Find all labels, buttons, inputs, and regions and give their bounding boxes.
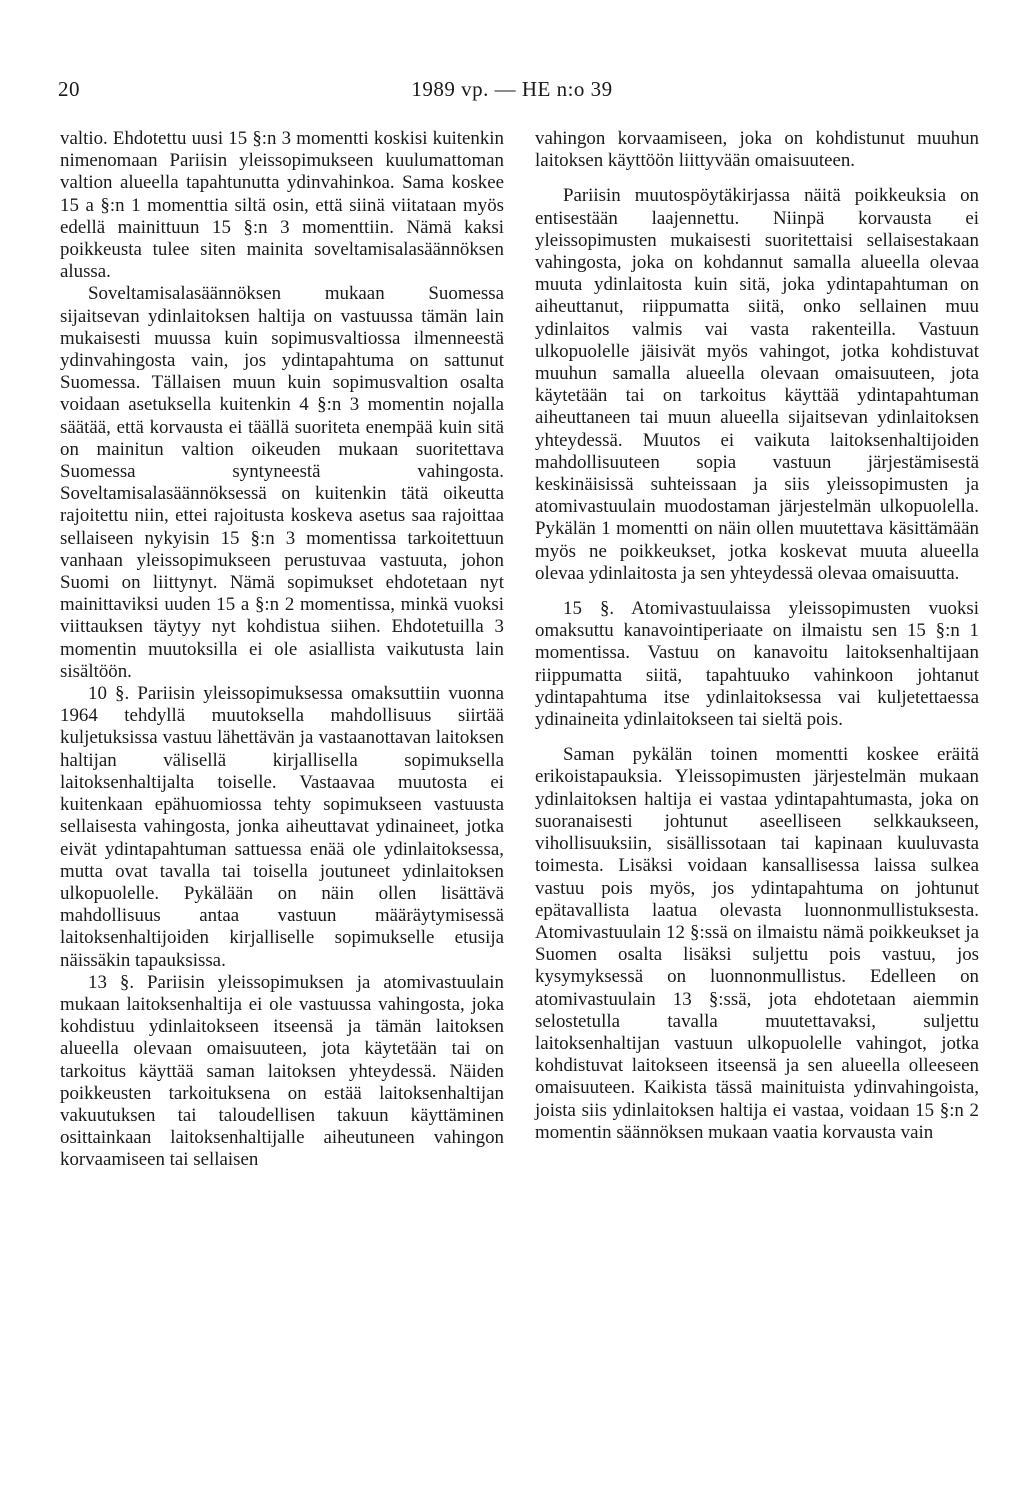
- paragraph: Pariisin muutospöytäkirjassa näitä poikkeuksia on entisestään laajennettu. Niinpä korvausta ei yleissopimusten mukaisesti suoritettaisi sellaisestakaan vahingosta, joka on kohdannut samalla alueella olevaa muuta ydinlaitosta kuin sitä, joka ydintapahtuman on aiheuttanut, riippumatta siitä, onko sellainen muu ydinlaitos valmis vai vasta rakenteilla. Vastuun ulkopuolelle jäisivät myös vahingot, jotka kohdistuvat muuhun samalla alueella olevaan omaisuuteen, jota käytetään tai on tarkoitus käyttää ydintapahtuman aiheuttaneen tai muun alueella sijaitsevan ydinlaitoksen yhteydessä. Muutos ei vaikuta laitoksenhaltijoiden mahdollisuuteen sopia vastuun järjestämisestä keskinäisissä suhteissaan ja siis yleissopimusten ja atomivastuulain muodostaman järjestelmän ulkopuolella. Pykälän 1 momentti on näin ollen muutettava käsittämään myös ne poikkeukset, jotka koskevat muuta alueella olevaa ydinlaitosta ja sen yhteydessä olevaa omaisuutta.: [535, 185, 979, 584]
- paragraph: vahingon korvaamiseen, joka on kohdistunut muuhun laitoksen käyttöön liittyvään omaisuuteen.: [535, 128, 979, 172]
- page-number: 20: [58, 77, 80, 101]
- paragraph: Soveltamisalasäännöksen mukaan Suomessa sijaitsevan ydinlaitoksen haltija on vastuussa tämän lain mukaisesti muussa kuin sopimusvaltiossa ilmenneestä ydinvahingosta vain, jos ydintapahtuma on sattunut Suomessa. Tällaisen muun kuin sopimusvaltion osalta voidaan asetuksella kuitenkin 4 §:n 3 momentin nojalla säätää, että korvausta ei täällä suoriteta enempää kuin sitä on mainitun valtion oikeuden mukaan suoritettava Suomessa syntyneestä vahingosta. Soveltamisalasäännöksessä on kuitenkin tätä oikeutta rajoitettu niin, ettei rajoitusta koskeva asetus saa rajoittaa sellaiseen nykyisin 15 §:n 3 momentissa tarkoitettuun vanhaan yleissopimukseen perustuvaa vastuuta, johon Suomi on liittynyt. Nämä sopimukset ehdotetaan nyt mainittaviksi uuden 15 a §:n 2 momentissa, minkä vuoksi viittauksen täytyy nyt kohdistua siihen. Ehdotetuilla 3 momentin muutoksilla ei ole asiallista vaikutusta lain sisältöön.: [60, 283, 504, 682]
- right-column: [535, 128, 979, 1144]
- running-header: 1989 vp. — HE n:o 39: [411, 77, 613, 101]
- paragraph: 10 §. Pariisin yleissopimuksessa omaksuttiin vuonna 1964 tehdyllä muutoksella mahdollisuus siirtää kuljetuksissa vastuu lähettävän ja vastaanottavan laitoksen haltijan välisellä kirjallisella sopimuksella laitoksenhaltijalta toiselle. Vastaavaa muutosta ei kuitenkaan epähuomiossa tehty sopimukseen vastuusta sellaisesta vahingosta, jonka aiheuttavat ydinaineet, jotka eivät ydintapahtuman sattuessa enää ole ydinlaitoksessa, mutta ovat tavalla tai toisella joutuneet ydinlaitoksen ulkopuolelle. Pykälään on näin ollen lisättävä mahdollisuus antaa vastuun määräytymisessä laitoksenhaltijoiden kirjalliselle sopimukselle etusija näissäkin tapauksissa.: [60, 683, 504, 971]
- paragraph: valtio. Ehdotettu uusi 15 §:n 3 momentti koskisi kuitenkin nimenomaan Pariisin yleissopimukseen kuulumattoman valtion alueella tapahtunutta ydinvahinkoa. Sama koskee 15 a §:n 1 momenttia siltä osin, että siinä viitataan myös edellä mainittuun 15 §:n 3 momenttiin. Nämä kaksi poikkeusta tulee siten mainita soveltamisalasäännöksen alussa.: [60, 128, 504, 283]
- left-column: [60, 128, 504, 1172]
- paragraph: 15 §. Atomivastuulaissa yleissopimusten vuoksi omaksuttu kanavointiperiaate on ilmaistu sen 15 §:n 1 momentissa. Vastuu on kanavoitu laitoksenhaltijaan riippumatta siitä, tapahtuuko vahinkoon johtanut ydintapahtuma itse ydinlaitoksessa vai kuljetettaessa ydinaineita ydinlaitokseen tai sieltä pois.: [535, 598, 979, 731]
- paragraph: Saman pykälän toinen momentti koskee eräitä erikoistapauksia. Yleissopimusten järjestelmän mukaan ydinlaitoksen haltija ei vastaa ydintapahtumasta, joka on suoranaisesti johtunut aseelliseen selkkaukseen, vihollisuuksiin, sisällissotaan tai kapinaan kuuluvasta toimesta. Lisäksi voidaan kansallisessa laissa sulkea vastuu pois myös, jos ydintapahtuma on johtunut epätavallista laatua olevasta luonnonmullistuksesta. Atomivastuulain 12 §:ssä on ilmaistu nämä poikkeukset ja Suomen osalta lisäksi suljettu pois vastuu, jos kysymyksessä on luonnonmullistus. Edelleen on atomivastuulain 13 §:ssä, jota ehdotetaan aiemmin selostetulla tavalla muutettavaksi, suljettu laitoksenhaltijan vastuun ulkopuolelle vahingot, jotka kohdistuvat laitokseen itseensä ja sen alueella olleeseen omaisuuteen. Kaikista tässä mainituista ydinvahingoista, joista siis ydinlaitoksen haltija ei vastaa, voidaan 15 §:n 2 momentin säännöksen mukaan vaatia korvausta vain: [535, 744, 979, 1143]
- paragraph: 13 §. Pariisin yleissopimuksen ja atomivastuulain mukaan laitoksenhaltija ei ole vastuussa vahingosta, joka kohdistuu ydinlaitokseen itseensä ja tämän laitoksen alueella olevaan omaisuuteen, jota käytetään tai on tarkoitus käyttää saman laitoksen yhteydessä. Näiden poikkeusten tarkoituksena on estää laitoksenhaltijan vakuutuksen tai taloudellisen takuun käyttäminen osittainkaan laitoksenhaltijalle aiheutuneen vahingon korvaamiseen tai sellaisen: [60, 971, 504, 1171]
